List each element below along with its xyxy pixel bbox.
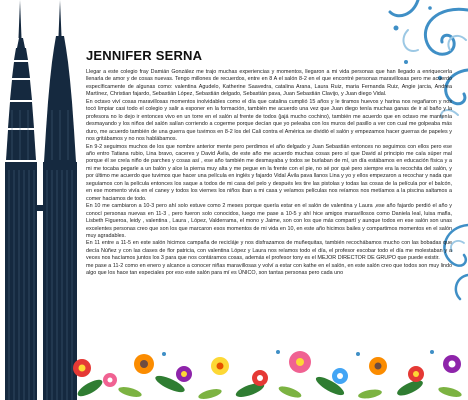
article-body [86,48,452,278]
page-title: JENNIFER SERNA [86,48,203,63]
paragraph: En 9-2 seguimos muchos de los que nombre anterior mente pero perdimos el año delgado y Juan Sebastián entonces no seguimos con ellos pero ese año entro Tatiana rubio, Lina bravo, caceres y David Ávila, de este año me acuerdo muchas cosas pero sí que David al principio me caía súper mal porque él se creía niño de parches y cosas así , ese año también me desmayaba y todos se burlaban de mí, un día estábamos en educación física y a mi me tocaba pegarle a un balón y alce la pierna muy alta y me pegue en la frente con el pie, no sé por qué pero siempre era la recochita del salón, y por último me acuerdo que tuvimos que hacer una película en inglés y fajardo Vidal Ávila pava llanos Lina y yo y ellos empezaron a recochar y nada que seguíamos con la película entonces los saque a todos de mi casa del pelo y después les tire las pistolas y todas las cosas de la película por el balcón, en ese momento vivía en el caney y todos los viernes los niños iban a mi casa y veíamos películas nos reíamos nos metíamos a la piscina saltamos a comer haciamos de todo. [86,143,452,202]
paragraph: Llegar a este colegio fray Damián González me trajo muchas experiencias y momentos, llegaron a mi vida personas que han llegado a enriquecerla llenarla de amor y de cosas nuevas. Tengo millones de recuerdos, entre en 8 A el salón 8-2 en el que encontré personas maravillosas pero me acuerdo específicamente de algunas como: valentina Agudelo, Katherine Saavedra, catalina Arana, Laura Ruiz, maria Fernanda Ruiz, Angie jarcia, Andrea Martínez, Christian fajardo, Sebastián López, Sebastián delgado, Sebastián pava, Juan Sebastián Clavijo, y Juan diego Vidal. [86,69,452,98]
flower-border-illustration [60,308,468,400]
paragraph: En 10 me cambiaron a 10-3 pero ahí solo estuve como 2 meses porque quería estar en el salón de valentina y Laura ,ese año fajardo perdió el año y conocí personas nuevas en 11-3 , pero fueron solo conocidos, luego me pase a 10-5 y ahí hice amigos maravillosos como Daniela leal, luisa mafla, Lisbeth Figueroa, leidy , valentina , Laura , López, Valderrama, el mono y Jaime, son con los que más compartí y aunque todos en ese salón son unas excelentes personas creo que son los que marcaron esos momentos de mi vida en 10, en este año hicimos bailes y compartimos momentos en el salón muy agradables. [86,203,452,239]
paragraph: En octavo viví cosas maravillosas momentos inolvidables como el día que catalina cumplió 15 años y le tiramos huevos y harina nos regañaron y nos tocó limpiar casi todo el colegio y salir a esponer en la formación, también me acuerdo una vez que Juan diego tenía muchas ganas de ir al baño y la profesora no lo dejo ir entonces vivo en un torre en el salón al frente de todos (jajá mucho cochino), también me acuerdo que en octavo me mantenía desmayando y los niños del salón salían corriendo a cogerme porque decían que yo peleaba con los muros del pasillo a ver con cual me golpeaba más duro, me acuerdo también de una guerra que tuvimos en 8-2 los del Cali contra el América se dividió el salón y empezamos hacer guerras de papeles y nos gritábamos y no nos hablábamos. [86,98,452,143]
paragraph: me pase a 11-2 como en enero y alcance a conocer niñas maravillosas y volví a estar con kathe en el salón, en este salón creo que todos son muy lindo algo que los hace tan especiales por eso este salón para mí es ÚNICO, son tantas personas pero cada uno [86,262,452,277]
paragraph: En 11 entre a 11-5 en este salón hicimos campaña de recicláje y nos disfrazamos de muñequitas, también recochábamos mucho con las bobadas que decía Núñez y con las clases de flor patricia, con valentina López y Laura nos reíamos todo el día, el profesor escobar todo el día me molestaban y a veces nos hacíamos juntos los 3 para que nos contáramos cosas, además el profesor tony es el MEJOR DIRECTOR DE GRUPO que puede existir. [86,240,452,262]
